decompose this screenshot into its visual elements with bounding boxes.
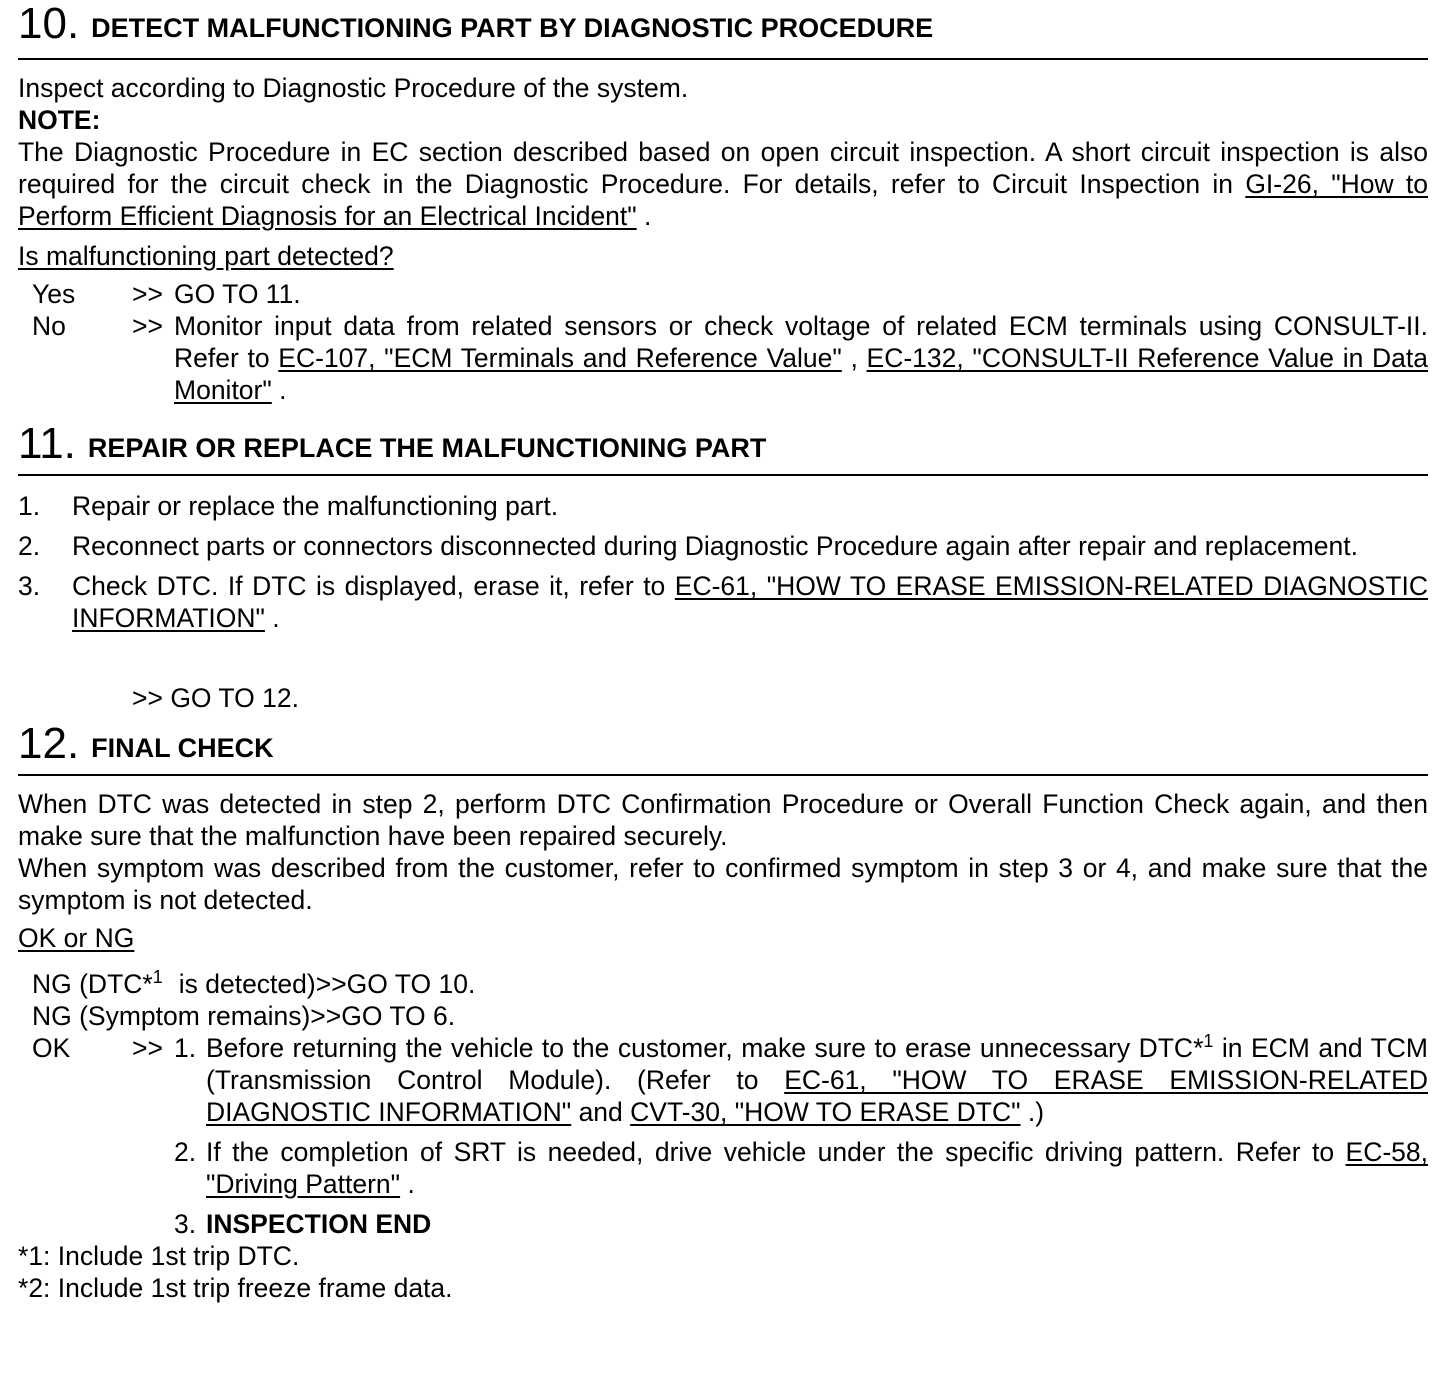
ok-1-number: 1. xyxy=(174,1033,197,1063)
note-text xyxy=(18,136,1428,232)
ng-dtc-text xyxy=(18,968,475,1000)
step-12-number: 12. xyxy=(18,719,80,768)
step-10-number: 10. xyxy=(18,0,80,48)
note-label: NOTE: xyxy=(18,105,101,135)
step-11-goto-row xyxy=(18,682,1428,714)
step-10-question: Is malfunctioning part detected? xyxy=(18,241,394,271)
step-10-divider xyxy=(18,58,1428,60)
ng-dtc-row xyxy=(18,968,1428,1000)
link-cvt-30[interactable]: CVT-30, "HOW TO ERASE DTC" xyxy=(630,1097,1021,1127)
ok-3-row xyxy=(18,1208,1428,1240)
step-11-number: 11. xyxy=(18,419,76,468)
ok-1-end: .) xyxy=(1020,1097,1045,1127)
item-2-number: 2. xyxy=(18,531,41,561)
yes-action: GO TO 11. xyxy=(174,279,301,309)
step-11-item-3 xyxy=(18,570,1428,634)
item-3-text xyxy=(72,570,1428,634)
ng-dtc-sup: 1 xyxy=(152,967,163,987)
link-ec-61-a[interactable]: EC-61, "HOW TO ERASE EMISSION-RELATED DIAGNOSTIC INFORMATION" xyxy=(72,571,1428,633)
ng-dtc-b: is detected)>>GO TO 10. xyxy=(178,969,476,999)
ng-symptom-row xyxy=(18,1000,1428,1032)
step-10-title: DETECT MALFUNCTIONING PART BY DIAGNOSTIC PROCEDURE xyxy=(91,13,934,43)
step-11-divider xyxy=(18,474,1428,476)
note-body: The Diagnostic Procedure in EC section described based on open circuit inspection. A short circuit inspection is also required for the circuit check in the Diagnostic Procedure. For details, refer to Circuit Inspection in xyxy=(18,137,1428,199)
link-ec-58[interactable]: EC-58, "Driving Pattern" xyxy=(206,1137,1428,1199)
step-11-title: REPAIR OR REPLACE THE MALFUNCTIONING PART xyxy=(87,433,767,463)
link-ec-107[interactable]: EC-107, "ECM Terminals and Reference Value" xyxy=(278,343,842,373)
step-12-para-2: When symptom was described from the customer, refer to confirmed symptom in step 3 or 4, and make sure that the symptom is not detected. xyxy=(18,853,1428,915)
link-ec-61-b[interactable]: EC-61, "HOW TO ERASE EMISSION-RELATED DIAGNOSTIC INFORMATION" xyxy=(206,1065,1428,1127)
step-11-item-2 xyxy=(18,530,1428,562)
step-12-divider xyxy=(18,774,1428,776)
service-manual-page xyxy=(18,0,1428,1304)
ok-2-body: If the completion of SRT is needed, drive vehicle under the specific driving pattern. Refer to xyxy=(206,1137,1346,1167)
yes-label: Yes xyxy=(32,279,76,309)
ok-2-text xyxy=(206,1136,1428,1200)
ok-2-row xyxy=(18,1136,1428,1200)
yes-arrow: >> xyxy=(132,279,163,309)
no-separator: , xyxy=(841,343,867,373)
item-1-text: Repair or replace the malfunctioning part. xyxy=(72,491,559,521)
ok-1-sup: 1 xyxy=(1203,1031,1214,1051)
no-action xyxy=(174,310,1428,406)
step-11-goto: >> GO TO 12. xyxy=(132,683,299,713)
link-ec-132[interactable]: EC-132, "CONSULT-II Reference Value in Data Monitor" xyxy=(174,343,1428,405)
item-3-body: Check DTC. If DTC is displayed, erase it, refer to xyxy=(72,571,675,601)
step-12-question: OK or NG xyxy=(18,923,135,953)
ok-1-and: and xyxy=(571,1097,631,1127)
footnote-2: *2: Include 1st trip freeze frame data. xyxy=(18,1273,453,1303)
item-3-end: . xyxy=(264,603,280,633)
ng-dtc-a: NG (DTC* xyxy=(32,969,153,999)
step-10-heading xyxy=(18,0,1428,46)
ok-2-number: 2. xyxy=(174,1137,197,1167)
step-12-title: FINAL CHECK xyxy=(91,733,274,763)
ok-1-b: in ECM and TCM (Transmission Control Module). (Refer to xyxy=(206,1033,1428,1095)
ok-1-a: Before returning the vehicle to the customer, make sure to erase unnecessary DTC* xyxy=(206,1033,1204,1063)
step-10-yes-row xyxy=(18,278,1428,310)
no-arrow: >> xyxy=(132,311,163,341)
step-11-item-1 xyxy=(18,490,1428,522)
step-11-heading xyxy=(18,416,1428,466)
ng-symptom-text: NG (Symptom remains)>>GO TO 6. xyxy=(32,1001,456,1031)
step-12-heading xyxy=(18,716,1428,766)
step-12-para-1: When DTC was detected in step 2, perform DTC Confirmation Procedure or Overall Function Check again, and then make sure that the malfunction have been repaired securely. xyxy=(18,789,1428,851)
ok-arrow: >> xyxy=(132,1033,163,1063)
no-end: . xyxy=(271,375,287,405)
item-3-number: 3. xyxy=(18,571,41,601)
step-10-intro: Inspect according to Diagnostic Procedure of the system. xyxy=(18,73,689,103)
note-end: . xyxy=(636,201,652,231)
ok-3-text: INSPECTION END xyxy=(206,1209,432,1239)
ok-3-number: 3. xyxy=(174,1209,197,1239)
item-2-text: Reconnect parts or connectors disconnected during Diagnostic Procedure again after repair and replacement. xyxy=(72,531,1358,561)
step-10-no-row xyxy=(18,310,1428,406)
no-action-text: Monitor input data from related sensors or check voltage of related ECM terminals using CONSULT-II. Refer to xyxy=(174,311,1428,373)
no-label: No xyxy=(32,311,66,341)
ok-1-text xyxy=(206,1032,1428,1128)
ok-row xyxy=(18,1032,1428,1128)
ok-label: OK xyxy=(32,1033,71,1063)
item-1-number: 1. xyxy=(18,491,41,521)
link-gi-26[interactable]: GI-26, "How to Perform Efficient Diagnosis for an Electrical Incident" xyxy=(18,169,1429,231)
footnote-1: *1: Include 1st trip DTC. xyxy=(18,1241,300,1271)
ok-2-end: . xyxy=(400,1169,415,1199)
